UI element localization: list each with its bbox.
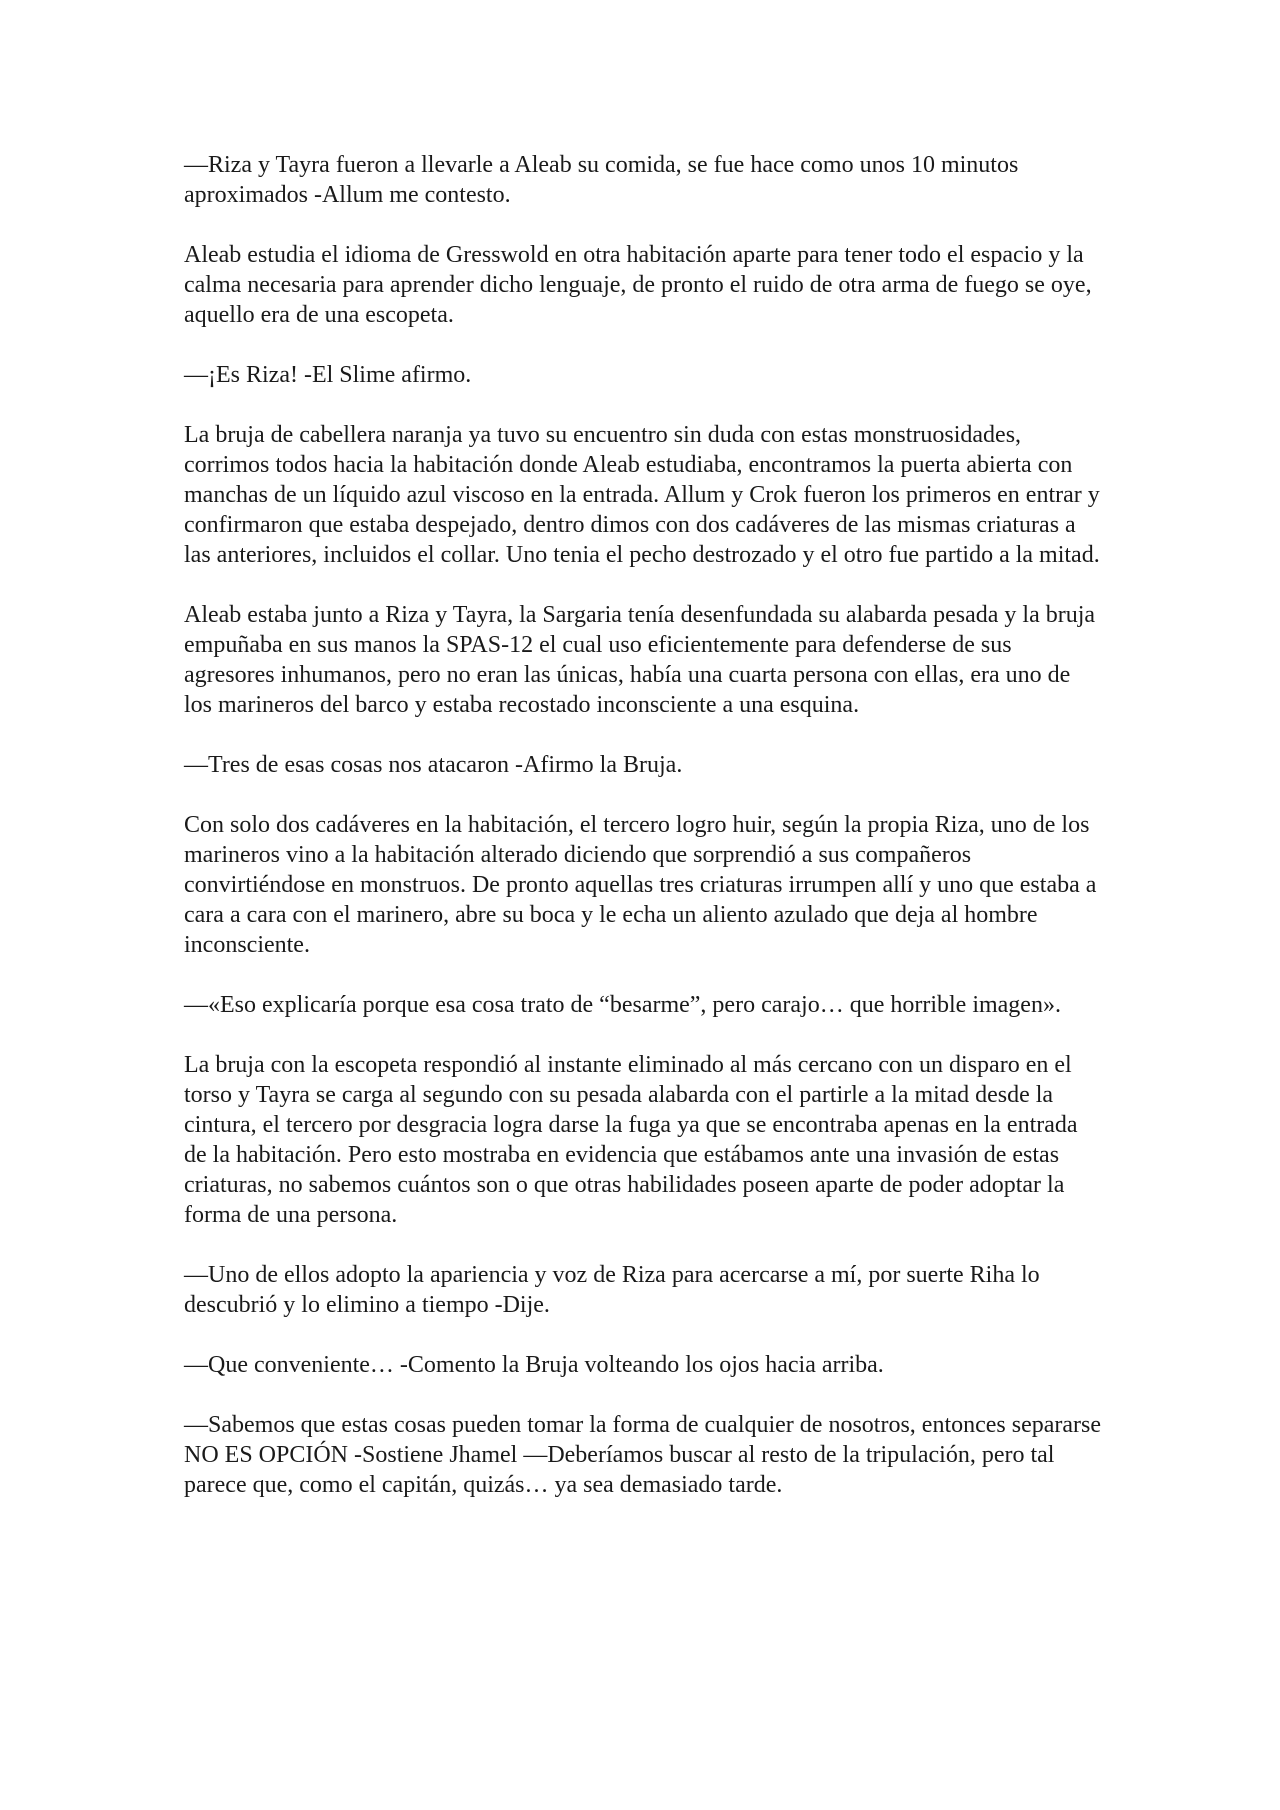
paragraph-12: —Sabemos que estas cosas pueden tomar la forma de cualquier de nosotros, entonces separarse NO ES OPCIÓN -Sostiene Jhamel —Deberíamos buscar al resto de la tripulación, pero tal parece que, como el capitán, quizás… ya sea demasiado tarde. bbox=[184, 1412, 1102, 1498]
paragraph-1: —Riza y Tayra fueron a llevarle a Aleab su comida, se fue hace como unos 10 minutos aproximados -Allum me contesto. bbox=[184, 152, 1019, 208]
paragraph-4: La bruja de cabellera naranja ya tuvo su encuentro sin duda con estas monstruosidades, corrimos todos hacia la habitación donde Aleab estudiaba, encontramos la puerta abierta con manchas de un líquido azul viscoso en la entrada. Allum y Crok fueron los primeros en entrar y confirmaron que estaba despejado, dentro dimos con dos cadáveres de las mismas criaturas a las anteriores, incluidos el collar. Uno tenia el pecho destrozado y el otro fue partido a la mitad. bbox=[184, 422, 1100, 568]
paragraph-10: —Uno de ellos adopto la apariencia y voz de Riza para acercarse a mí, por suerte Riha lo descubrió y lo elimino a tiempo -Dije. bbox=[184, 1262, 1040, 1318]
paragraph-9: La bruja con la escopeta respondió al instante eliminado al más cercano con un disparo en el torso y Tayra se carga al segundo con su pesada alabarda con el partirle a la mitad desde la cintura, el tercero por desgracia logra darse la fuga ya que se encontraba apenas en la entrada de la habitación. Pero esto mostraba en evidencia que estábamos ante una invasión de estas criaturas, no sabemos cuántos son o que otras habilidades poseen aparte de poder adoptar la forma de una persona. bbox=[184, 1052, 1078, 1228]
paragraph-6: —Tres de esas cosas nos atacaron -Afirmo la Bruja. bbox=[184, 752, 683, 778]
paragraph-11: —Que conveniente… -Comento la Bruja volteando los ojos hacia arriba. bbox=[184, 1352, 884, 1378]
paragraph-7: Con solo dos cadáveres en la habitación, el tercero logro huir, según la propia Riza, uno de los marineros vino a la habitación alterado diciendo que sorprendió a sus compañeros convirtiéndose en monstruos. De pronto aquellas tres criaturas irrumpen allí y uno que estaba a cara a cara con el marinero, abre su boca y le echa un aliento azulado que deja al hombre inconsciente. bbox=[184, 812, 1097, 958]
paragraph-2: Aleab estudia el idioma de Gresswold en otra habitación aparte para tener todo el espacio y la calma necesaria para aprender dicho lenguaje, de pronto el ruido de otra arma de fuego se oye, aquello era de una escopeta. bbox=[184, 242, 1092, 328]
paragraph-3: —¡Es Riza! -El Slime afirmo. bbox=[184, 362, 472, 388]
paragraph-8: —«Eso explicaría porque esa cosa trato de “besarme”, pero carajo… que horrible imagen». bbox=[184, 992, 1061, 1018]
document-body bbox=[184, 150, 1104, 1500]
paragraph-5: Aleab estaba junto a Riza y Tayra, la Sargaria tenía desenfundada su alabarda pesada y la bruja empuñaba en sus manos la SPAS-12 el cual uso eficientemente para defenderse de sus agresores inhumanos, pero no eran las únicas, había una cuarta persona con ellas, era uno de los marineros del barco y estaba recostado inconsciente a una esquina. bbox=[184, 602, 1096, 718]
